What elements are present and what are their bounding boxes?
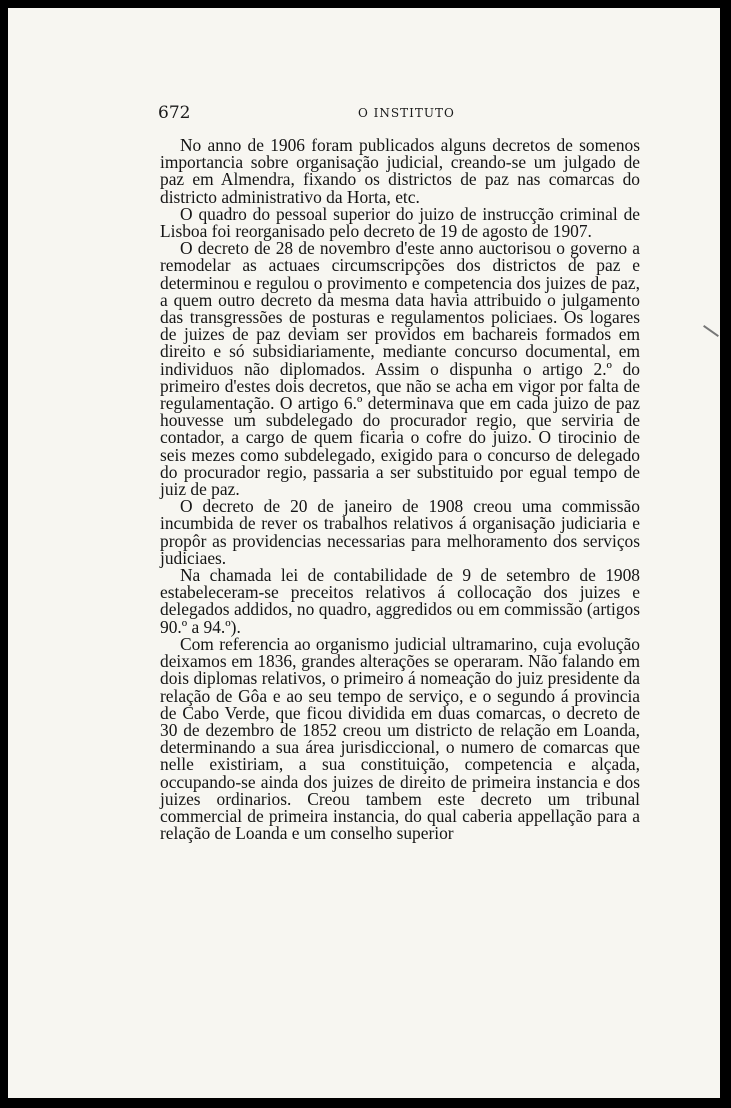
body-text (160, 137, 640, 842)
paragraph: No anno de 1906 foram publicados alguns decretos de somenos importancia sobre organisação judicial, creando-se um julgado de paz em Almendra, fixando os districtos de paz nas comarcas do districto administrativo da Horta, etc. (160, 135, 640, 207)
paragraph: Com referencia ao organismo judicial ultramarino, cuja evolução deixamos em 1836, grandes alterações se operaram. Não falando em dois diplomas relativos, o primeiro á nomeação do juiz presidente da relação de Gôa e ao seu tempo de serviço, e o segundo á provincia de Cabo Verde, que ficou dividida em duas comarcas, o decreto de 30 de dezembro de 1852 creou um districto de relação em Loanda, determinando a sua área jurisdiccional, o numero de comarcas que nelle existiriam, a sua constituição, competencia e alçada, occupando-se ainda dos juizes de direito de primeira instancia e dos juizes ordinarios. Creou tambem este decreto um tribunal commercial de primeira instancia, do qual caberia appellação para a relação de Loanda e um conselho superior (160, 633, 640, 844)
paragraph: O decreto de 20 de janeiro de 1908 creou uma commissão incumbida de rever os trabalhos relativos á organisação judiciaria e propôr as providencias necessarias para melhoramento dos serviços judiciaes. (160, 496, 640, 568)
paragraph: O decreto de 28 de novembro d'este anno auctorisou o governo a remodelar as actuaes circumscripções dos districtos de paz e determinou e regulou o provimento e competencia dos juizes de paz, a quem outro decreto da mesma data havia attribuido o julgamento das transgressões de posturas e regulamentos policiaes. Os logares de juizes de paz deviam ser providos em bachareis formados em direito e só subsidiariamente, mediante concurso documental, em individuos não diplomados. Assim o dispunha o artigo 2.º do primeiro d'estes dois decretos, que não se acha em vigor por falta de regulamentação. O artigo 6.º determinava que em cada juizo de paz houvesse um subdelegado do procurador regio, que serviria de contador, a cargo de quem ficaria o cofre do juizo. O tirocinio de seis mezes como subdelegado, exigido para o concurso de delegado do procurador regio, passaria a ser substituido por egual tempo de juiz de paz. (160, 238, 640, 500)
page-header (158, 103, 638, 125)
paragraph: O quadro do pessoal superior do juizo de instrucção criminal de Lisboa foi reorganisado pelo decreto de 19 de agosto de 1907. (160, 203, 640, 242)
document-page (8, 8, 720, 1098)
scan-edge-mark (703, 325, 719, 337)
paragraph: Na chamada lei de contabilidade de 9 de setembro de 1908 estabeleceram-se preceitos relativos á collocação dos juizes e delegados addidos, no quadro, aggredidos ou em commissão (artigos 90.º a 94.º). (160, 565, 640, 637)
page-number: 672 (158, 103, 191, 123)
running-head: O INSTITUTO (358, 106, 455, 120)
